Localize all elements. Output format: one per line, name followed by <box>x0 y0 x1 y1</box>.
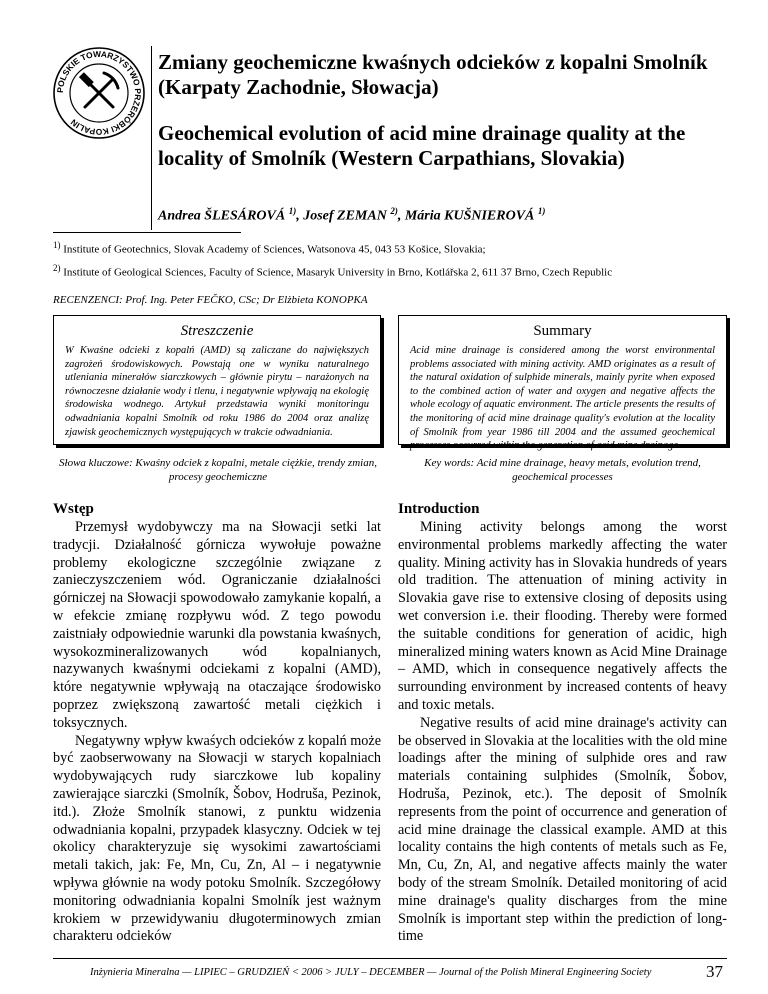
hammer-and-pick-icon <box>79 72 118 107</box>
abstract-heading: Streszczenie <box>180 323 254 339</box>
affiliation-text: Institute of Geotechnics, Slovak Academy of Sciences, Watsonova 45, 043 53 Košice, Slovakia; <box>63 243 486 256</box>
paragraph: Mining activity belongs among the worst environmental problems markedly affecting the water quality. Mining activity has in Slovakia hundreds of years old tradition. The attenuation of mining activity in Slovakia gave rise to extensive closing of deposits using wet conversion i.e. their flooding. Thereby were formed the suitable conditions for generation of acidic, high mineralized mining waters known as Acid Mine Drainage – AMD, which in consequence negatively affects the surrounding environment by increased contents of heavy and toxic metals. <box>398 519 727 713</box>
author-sup: 2) <box>390 206 398 216</box>
section-heading: Introduction <box>398 501 480 517</box>
affiliation-rule <box>53 232 241 233</box>
author-sup: 1) <box>288 206 297 216</box>
author-name: Mária KUŠNIEROVÁ <box>404 208 535 224</box>
affiliation-sup: 1) <box>53 240 61 250</box>
journal-footer: Inżynieria Mineralna — LIPIEC – GRUDZIEŃ < 2006 > JULY – DECEMBER — Journal of the Polish Mineral Engineering Society <box>90 967 652 978</box>
paragraph: Negatywny wpływ kwaśych odcieków z kopalń może być zaobserwowany na Słowacji w starych kopalniach wydobywających rudy siarczkowe lub kopaliny zawierające siarczki (Smolník, Šobov, Hodruša, Pezinok, itd.). Złoże Smolník stanowi, z punktu widzenia odwadniania kopalni, przypadek klasyczny. Odciek w tej okolicy charakteryzuje się wysokimi zawartościami metali takich, jak: Fe, Mn, Cu, Zn, Al – i negatywnie wpływa głównie na wody potoku Smolník. Szczegółowy monitoring odwadniania kopalni Smolník jest ważnym krokiem w przewidywaniu długoterminowych zmian charakteru odcieków <box>53 732 381 945</box>
affiliation-text: Institute of Geological Sciences, Faculty of Science, Masaryk University in Brno, Kotlářska 2, 611 37 Brno, Czech Republic <box>63 266 613 279</box>
abstract-text: W Kwaśne odcieki z kopalń (AMD) są zaliczane do największych zagrożeń środowiskowych. Powstają one w wyniku naturalnego utleniania minerałów siarczkowych – głównie pirytu – narażonych na równoczesne działanie wody i tlenu, i negatywnie wpływają na ekologię środowiska wodnego. Artykuł przedstawia wyniki monitoringu odwadniania kopalni Smolník od roku 1986 do 2004 oraz analizę zjawisk geochemicznych występujących w trakcie odwadniania. <box>65 345 369 438</box>
keywords-polish: Słowa kluczowe: Kwaśny odciek z kopalni, metale ciężkie, trendy zmian, procesy geochemiczne <box>59 457 377 483</box>
keywords-english: Key words: Acid mine drainage, heavy metals, evolution trend, geochemical processes <box>424 457 701 483</box>
abstract-polish <box>53 315 381 445</box>
abstract-heading: Summary <box>533 323 592 339</box>
affiliation-2 <box>53 261 612 280</box>
author-name: Andrea ŠLESÁROVÁ <box>158 208 286 224</box>
header-divider <box>151 46 152 230</box>
author-name: Josef ZEMAN <box>303 208 387 224</box>
paragraph: Negative results of acid mine drainage's activity can be observed in Slovakia at the localities with the old mine loadings after the mining of sulphide ores and raw materials containing sulphides (Smolník, Šobov, Hodruša, Pezinok, etc.). The deposit of Smolník represents from the point of occurrence and generation of acid mine drainage the classical example. AMD at this locality contains the high contents of metals such as Fe, Mn, Cu, Zn, Al, and negative affects mainly the water body of the stream Smolník. Detailed monitoring of acid mine drainage's quality discharges from the mine Smolník is important step within the prediction of long-time <box>398 714 727 945</box>
abstract-text: Acid mine drainage is considered among the worst environmental problems associated with mining activity. AMD originates as a result of the natural oxidation of sulphide minerals, mainly pyrite when exposed to the combined action of water and oxygen and negative affects the whole ecology of aquatic environment. The article presents the results of the monitoring of acid mine drainage quality's evolution at the locality of Smolník from year 1986 till 2004 and the assumed geochemical processes occurred within the generation of acid mine drainage. <box>410 345 715 452</box>
paragraph: Przemysł wydobywczy ma na Słowacji setki lat tradycji. Działalność górnicza wywołuje poważne problemy ekologiczne szczególnie związane z zanieczyszczeniem wód. Ograniczanie działalności górniczej na Słowacji spowodowało zamykanie kopalń, a w efekcie zmianę rozpływu wód. Z tego powodu zaistniały odpowiednie warunki dla powstania kwaśnych, wysokozmineralizowanych wód kopalnianych, nazywanych kwaśnymi odciekami z kopalni (AMD), które negatywnie wpływają na otaczające środowisko poprzez zwiększoną zawartość metali ciężkich i toksycznych. <box>53 519 381 731</box>
section-heading: Wstęp <box>53 501 94 517</box>
logo-ring-text: POLSKIE TOWARZYSTWO PRZERÓBKI KOPALIN <box>54 48 144 138</box>
author-sup: 1) <box>537 206 546 216</box>
society-logo <box>52 46 146 140</box>
reviewers: RECENZENCI: Prof. Ing. Peter FEČKO, CSc; Dr Elżbieta KONOPKA <box>53 294 368 306</box>
title-polish: Zmiany geochemiczne kwaśnych odcieków z kopalni Smolník (Karpaty Zachodnie, Słowacja) <box>158 50 708 99</box>
page-number: 37 <box>706 962 723 981</box>
affiliation-1 <box>53 238 486 257</box>
footer-rule <box>53 958 727 959</box>
abstract-english <box>398 315 727 452</box>
body-column-english <box>398 500 727 946</box>
author-list: Andrea ŠLESÁROVÁ $^{1)}$, Josef ZEMAN $^{2)}$, Mária KUŠNIEROVÁ $^{1)}$ <box>158 206 546 224</box>
body-column-polish <box>53 500 381 946</box>
title-english: Geochemical evolution of acid mine drainage quality at the locality of Smolník (Western Carpathians, Slovakia) <box>158 121 686 170</box>
affiliation-sup: 2) <box>53 263 61 273</box>
